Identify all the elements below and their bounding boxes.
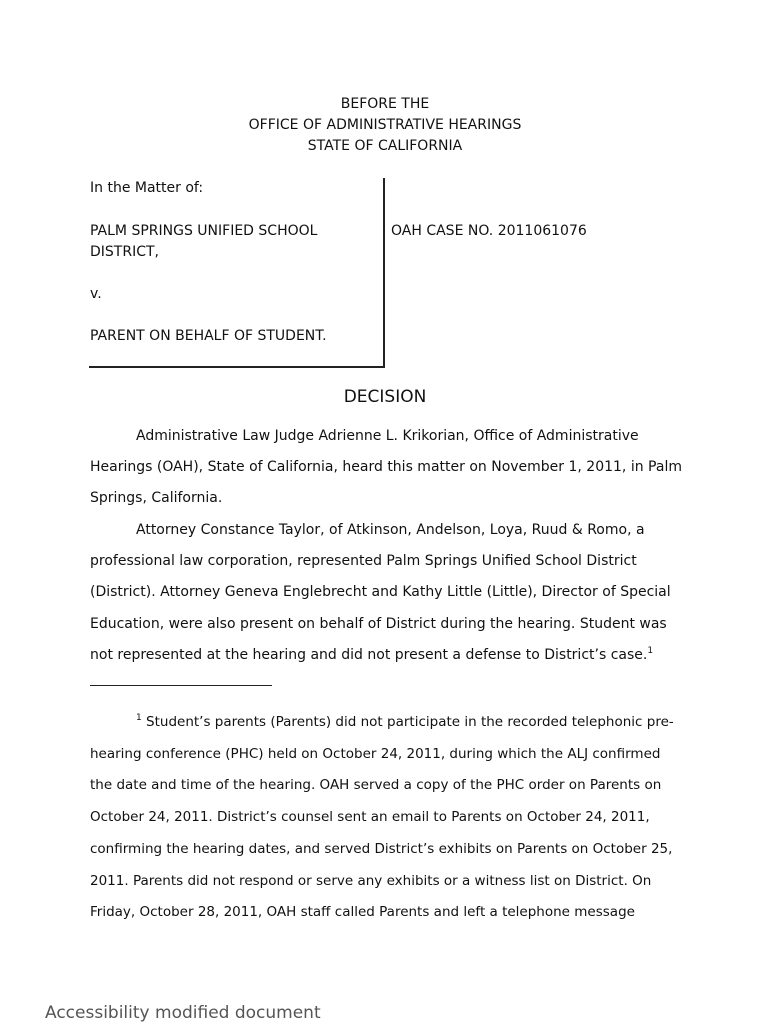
caption-matter: In the Matter of: (90, 180, 204, 196)
caption-petitioner-line2: DISTRICT, (90, 244, 159, 260)
caption-petitioner-line1: PALM SPRINGS UNIFIED SCHOOL (90, 223, 318, 239)
decision-paragraph-1 (90, 421, 684, 515)
caption-versus: v. (90, 286, 102, 302)
footnote-text: Student’s parents (Parents) did not participate in the recorded telephonic pre-hearing conference (PHC) held on October 24, 2011, during which the ALJ confirmed the date and time of the hearing. OAH served a copy of the PHC order on Parents on October 24, 2011. District’s counsel sent an email to Parents on October 24, 2011, confirming the hearing dates, and served District’s exhibits on Parents on October 25, 2011. Parents did not respond or serve any exhibits or a witness list on District. On Friday, October 28, 2011, OAH staff called Parents and left a telephone message (90, 714, 674, 921)
document-header (0, 94, 770, 157)
paragraph-1-text: Administrative Law Judge Adrienne L. Krikorian, Office of Administrative Hearings (OAH), State of California, heard this matter on November 1, 2011, in Palm Springs, California. (90, 428, 682, 507)
footnote-separator (90, 685, 272, 686)
header-line-office: OFFICE OF ADMINISTRATIVE HEARINGS (248, 117, 522, 133)
footnote-1 (90, 707, 684, 929)
footnote-reference[interactable]: 1 (647, 645, 654, 656)
decision-title: DECISION (343, 387, 427, 407)
footnote-marker: 1 (136, 713, 142, 723)
header-line-before: BEFORE THE (340, 96, 430, 112)
caption-respondent: PARENT ON BEHALF OF STUDENT. (90, 328, 327, 344)
paragraph-2-text: Attorney Constance Taylor, of Atkinson, Andelson, Loya, Ruud & Romo, a professional law corporation, represented Palm Springs Unified School District (District). Attorney Geneva Englebrecht and Kathy Little (Little), Director of Special Education, were also present on behalf of District during the hearing. Student was not represented at the hearing and did not present a defense to District’s case. (90, 522, 671, 663)
case-caption-box (89, 178, 385, 368)
case-number: OAH CASE NO. 2011061076 (391, 223, 587, 239)
decision-paragraph-2 (90, 515, 684, 671)
header-line-state: STATE OF CALIFORNIA (307, 138, 463, 154)
accessibility-notice: Accessibility modified document (45, 1003, 321, 1023)
